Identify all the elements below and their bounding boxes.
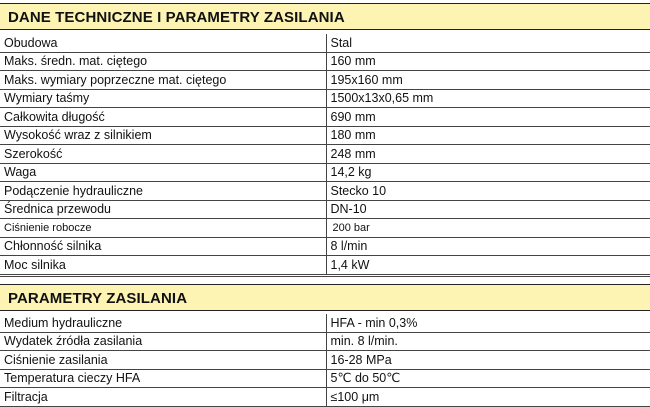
- row-value: DN-10: [326, 200, 650, 219]
- row-value: 14,2 kg: [326, 163, 650, 182]
- section-title: PARAMETRY ZASILANIA: [8, 290, 188, 307]
- row-label: Chłonność silnika: [0, 237, 326, 256]
- divider: [0, 276, 650, 277]
- table-row: [0, 388, 650, 407]
- section-header-technical: [0, 3, 650, 30]
- table-row: [0, 182, 650, 201]
- row-value: 180 mm: [326, 126, 650, 145]
- row-label: Filtracja: [0, 388, 326, 407]
- table-row: [0, 369, 650, 388]
- row-label: Szerokość: [0, 145, 326, 164]
- row-label: Wydatek źródła zasilania: [0, 332, 326, 351]
- table-row: [0, 126, 650, 145]
- row-label: Maks. średn. mat. ciętego: [0, 52, 326, 71]
- row-value: 8 l/min: [326, 237, 650, 256]
- row-label: Podączenie hydrauliczne: [0, 182, 326, 201]
- row-label: Ciśnienie zasilania: [0, 351, 326, 370]
- table-row: [0, 108, 650, 127]
- row-label: Obudowa: [0, 34, 326, 52]
- row-value: 160 mm: [326, 52, 650, 71]
- row-label: Maks. wymiary poprzeczne mat. ciętego: [0, 71, 326, 90]
- row-value: 16-28 MPa: [326, 351, 650, 370]
- row-value: 5℃ do 50℃: [326, 369, 650, 388]
- row-label: Ciśnienie robocze: [0, 219, 326, 238]
- section-header-power: [0, 284, 650, 311]
- row-label: Medium hydrauliczne: [0, 314, 326, 332]
- table-row: [0, 219, 650, 238]
- technical-data-table: [0, 34, 650, 275]
- row-value: 690 mm: [326, 108, 650, 127]
- row-value: Stal: [326, 34, 650, 52]
- table-row: [0, 351, 650, 370]
- section-title: DANE TECHNICZNE I PARAMETRY ZASILANIA: [8, 9, 345, 26]
- row-label: Wymiary taśmy: [0, 89, 326, 108]
- row-label: Wysokość wraz z silnikiem: [0, 126, 326, 145]
- row-value: min. 8 l/min.: [326, 332, 650, 351]
- row-label: Całkowita długość: [0, 108, 326, 127]
- row-value: HFA - min 0,3%: [326, 314, 650, 332]
- row-label: Waga: [0, 163, 326, 182]
- table-row: [0, 71, 650, 90]
- row-label: Temperatura cieczy HFA: [0, 369, 326, 388]
- table-row: [0, 89, 650, 108]
- table-row: [0, 52, 650, 71]
- row-value: 1,4 kW: [326, 256, 650, 275]
- table-row: [0, 200, 650, 219]
- row-label: Średnica przewodu: [0, 200, 326, 219]
- row-value: 195x160 mm: [326, 71, 650, 90]
- power-parameters-table: [0, 314, 650, 407]
- row-value: 200 bar: [326, 219, 650, 238]
- table-row: [0, 314, 650, 332]
- table-row: [0, 256, 650, 275]
- row-value: 1500x13x0,65 mm: [326, 89, 650, 108]
- table-row: [0, 145, 650, 164]
- row-value: ≤100 μm: [326, 388, 650, 407]
- row-label: Moc silnika: [0, 256, 326, 275]
- row-value: Stecko 10: [326, 182, 650, 201]
- row-value: 248 mm: [326, 145, 650, 164]
- table-row: [0, 332, 650, 351]
- table-row: [0, 163, 650, 182]
- table-row: [0, 237, 650, 256]
- table-row: [0, 34, 650, 52]
